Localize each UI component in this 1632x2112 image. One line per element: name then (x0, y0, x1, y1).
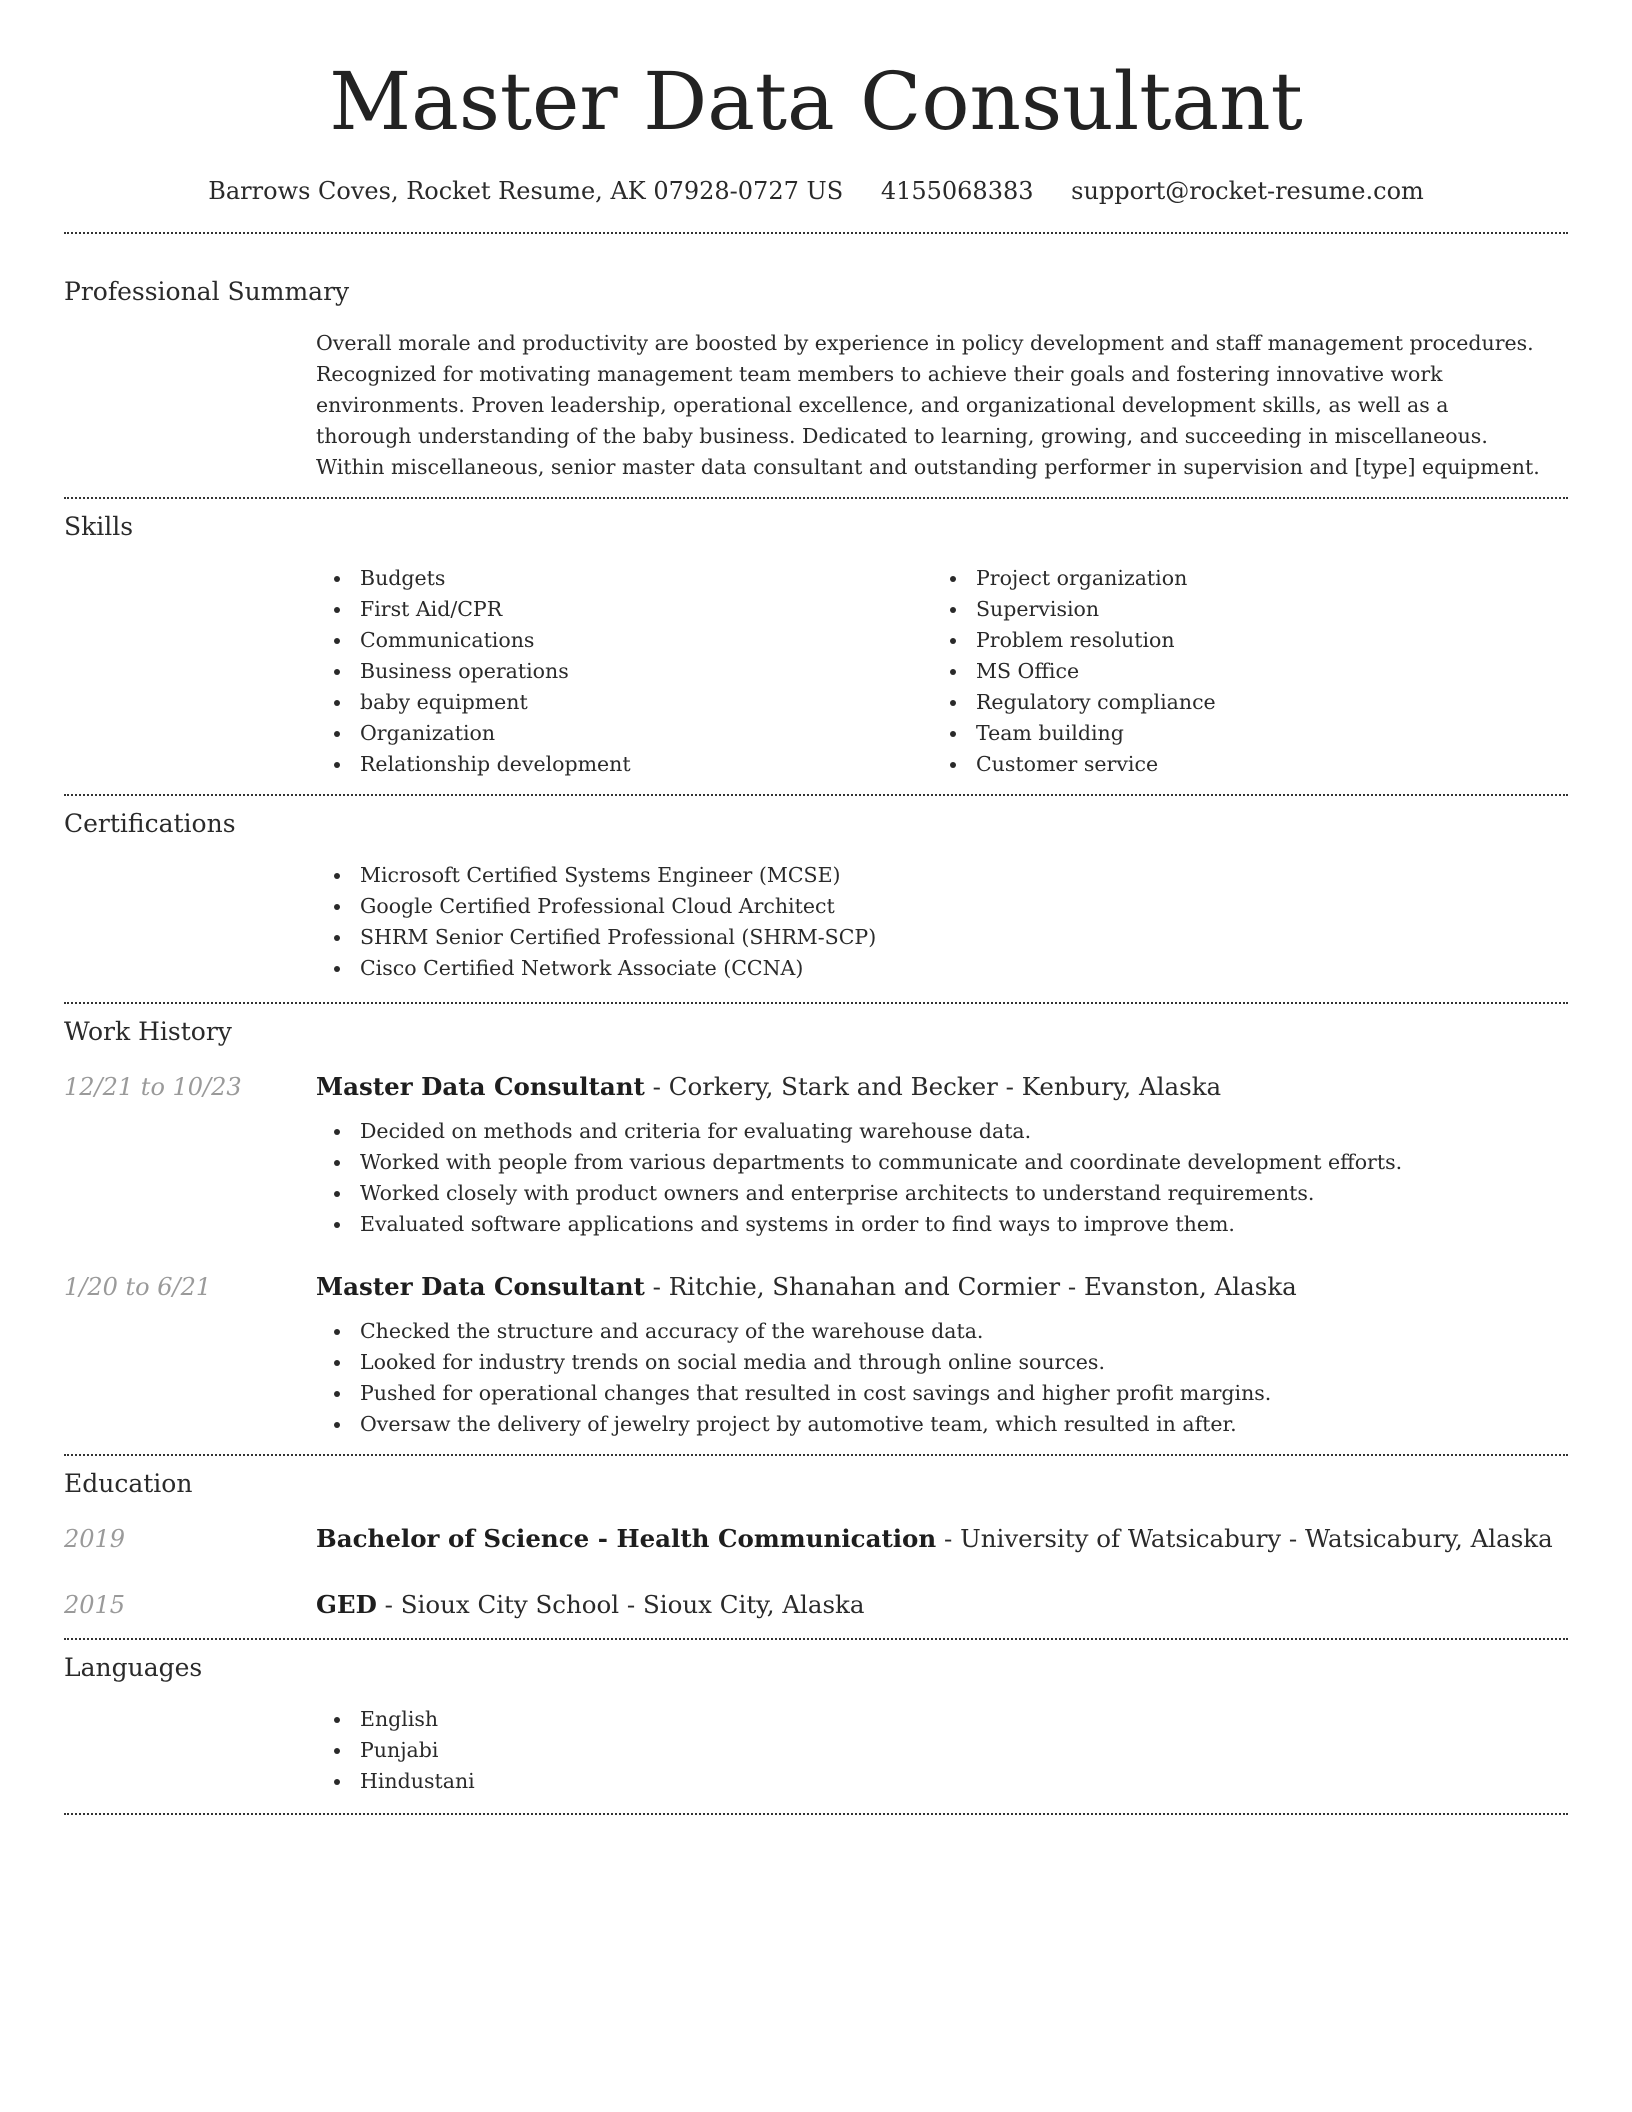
education-degree: GED (316, 1590, 377, 1619)
certifications-content (316, 860, 1568, 984)
list-item: baby equipment (360, 687, 932, 718)
list-item: Checked the structure and accuracy of the warehouse data. (360, 1316, 1568, 1347)
list-item: Looked for industry trends on social media and through online sources. (360, 1347, 1568, 1378)
job-bullets-wrap (316, 1316, 1568, 1440)
candidate-name: Master Data Consultant (329, 55, 1303, 148)
list-item: Microsoft Certified Systems Engineer (MCSE) (360, 860, 1568, 891)
languages-list (316, 1704, 1568, 1797)
list-item: Budgets (360, 563, 932, 594)
work-title: Work History (64, 1017, 232, 1046)
job-dates: 1/20 to 6/21 (64, 1273, 212, 1301)
job-details: - Corkery, Stark and Becker - Kenbury, Alaska (644, 1072, 1222, 1101)
job-role: Master Data Consultant (316, 1072, 645, 1101)
list-item: Relationship development (360, 749, 932, 780)
work-section (64, 1004, 1568, 1440)
skills-list-right (932, 563, 1548, 780)
skills-list-left (316, 563, 932, 780)
contact-line (64, 174, 1568, 208)
education-section (64, 1456, 1568, 1622)
list-item: English (360, 1704, 1568, 1735)
job-heading (316, 1070, 1221, 1104)
job-dates: 12/21 to 10/23 (64, 1073, 242, 1101)
education-degree: Bachelor of Science - Health Communication (316, 1524, 937, 1553)
education-entry (64, 1522, 1568, 1556)
contact-phone: 4155068383 (880, 177, 1034, 205)
certifications-section (64, 796, 1568, 984)
list-item: Hindustani (360, 1766, 1568, 1797)
list-item: SHRM Senior Certified Professional (SHRM-SCP) (360, 922, 1568, 953)
job-details: - Ritchie, Shanahan and Cormier - Evanston, Alaska (644, 1272, 1297, 1301)
list-item: Problem resolution (976, 625, 1548, 656)
summary-title: Professional Summary (64, 277, 350, 306)
summary-section (64, 234, 1568, 483)
list-item: Worked with people from various departments to communicate and coordinate development efforts. (360, 1147, 1568, 1178)
list-item: Decided on methods and criteria for evaluating warehouse data. (360, 1116, 1568, 1147)
list-item: Supervision (976, 594, 1548, 625)
list-item: Team building (976, 718, 1548, 749)
skills-title: Skills (64, 512, 134, 541)
education-entry (64, 1588, 1568, 1622)
education-title: Education (64, 1469, 193, 1498)
list-item: Cisco Certified Network Associate (CCNA) (360, 953, 1568, 984)
languages-title: Languages (64, 1653, 203, 1682)
list-item: Evaluated software applications and systems in order to find ways to improve them. (360, 1209, 1568, 1240)
education-heading (316, 1522, 1553, 1556)
job-entry (64, 1070, 1568, 1104)
skills-grid (316, 563, 1568, 780)
list-item: Pushed for operational changes that resulted in cost savings and higher profit margins. (360, 1378, 1568, 1409)
list-item: Business operations (360, 656, 932, 687)
list-item: Regulatory compliance (976, 687, 1548, 718)
job-heading (316, 1270, 1297, 1304)
education-year: 2015 (64, 1591, 126, 1619)
list-item: Customer service (976, 749, 1548, 780)
list-item: MS Office (976, 656, 1548, 687)
contact-address: Barrows Coves, Rocket Resume, AK 07928-0727 US (208, 177, 844, 205)
education-heading (316, 1588, 865, 1622)
education-year: 2019 (64, 1525, 126, 1553)
certifications-list (316, 860, 1568, 984)
languages-section (64, 1640, 1568, 1797)
list-item: Punjabi (360, 1735, 1568, 1766)
skills-section (64, 499, 1568, 780)
job-entry (64, 1270, 1568, 1304)
list-item: Communications (360, 625, 932, 656)
section-divider (64, 1813, 1568, 1815)
job-bullets-wrap (316, 1116, 1568, 1240)
education-details: - University of Watsicabury - Watsicabury, Alaska (936, 1524, 1553, 1553)
job-bullets (316, 1316, 1568, 1440)
list-item: Google Certified Professional Cloud Architect (360, 891, 1568, 922)
list-item: Project organization (976, 563, 1548, 594)
summary-text: Overall morale and productivity are boosted by experience in policy development and staff management procedures. Recognized for motivating management team members to achieve their goals and fostering innovative work environments. Proven leadership, operational excellence, and organizational development skills, as well as a thorough understanding of the baby business. Dedicated to learning, growing, and succeeding in miscellaneous. Within miscellaneous, senior master data consultant and outstanding performer in supervision and [type] equipment. (316, 331, 1540, 479)
languages-content (316, 1704, 1568, 1797)
list-item: First Aid/CPR (360, 594, 932, 625)
education-details: - Sioux City School - Sioux City, Alaska (376, 1590, 865, 1619)
certifications-title: Certifications (64, 809, 236, 838)
contact-email: support@rocket-resume.com (1071, 177, 1424, 205)
job-bullets (316, 1116, 1568, 1240)
list-item: Worked closely with product owners and enterprise architects to understand requirements. (360, 1178, 1568, 1209)
list-item: Organization (360, 718, 932, 749)
list-item: Oversaw the delivery of jewelry project by automotive team, which resulted in after. (360, 1409, 1568, 1440)
job-role: Master Data Consultant (316, 1272, 645, 1301)
